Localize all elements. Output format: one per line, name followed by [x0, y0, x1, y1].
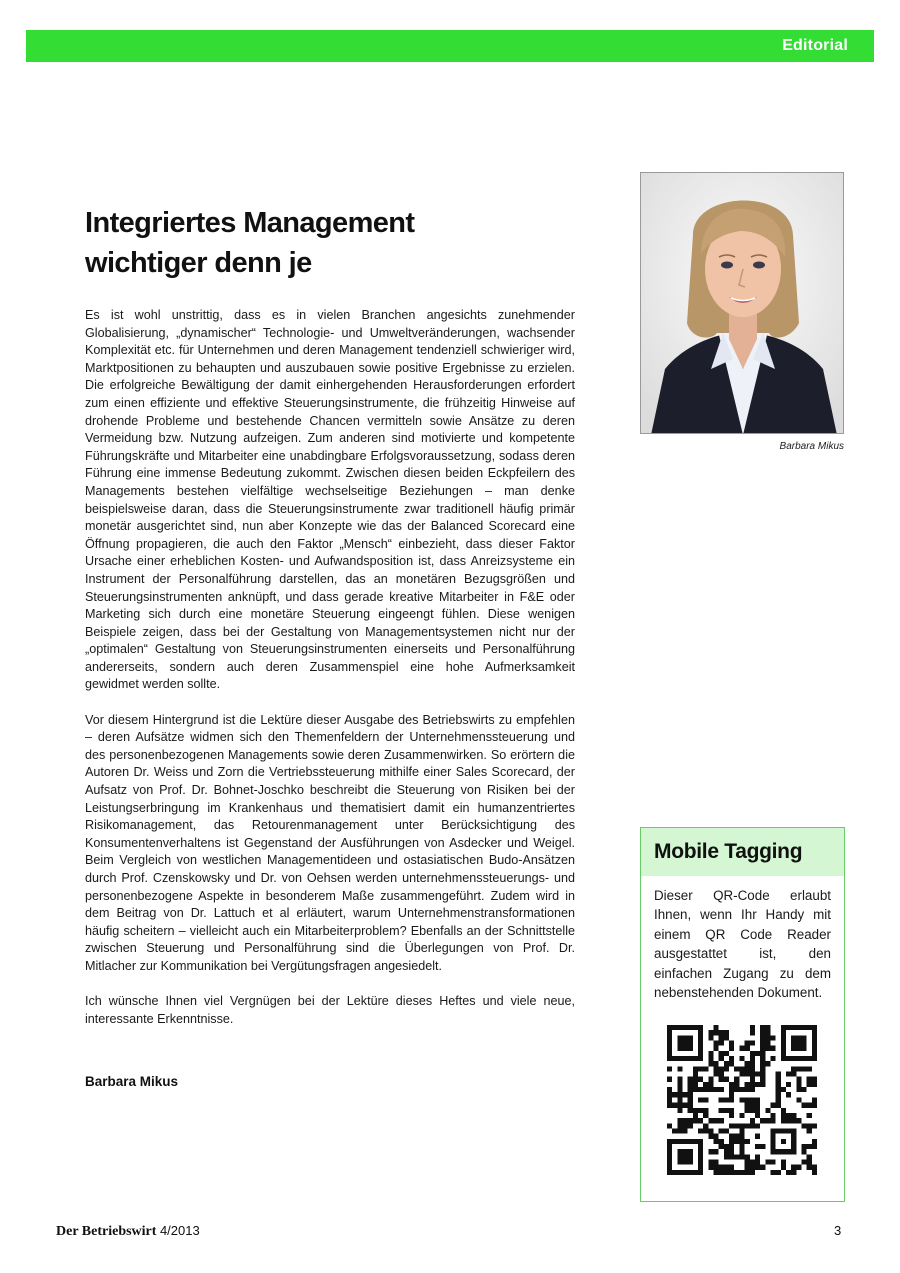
article-paragraph-1: Es ist wohl unstrittig, dass es in vielen Branchen angesichts zunehmender Globalisierung, „dynamischer“ Technologie- und Umweltveränderungen, wachsender Komplexität etc. für Unternehmen und deren Management tendenziell schwieriger wird, Marktpositionen zu behaupten und auszubauen sowie positive Ergebnisse zu erzielen. Die erfolgreiche Bewältigung der damit einhergehenden Herausforderungen erfordert zum einen effiziente und effektive Steuerungsinstrumente, die frühzeitig Hinweise auf drohende Probleme und bestehende Chancen vermitteln sowie Ansätze zu deren Vermeidung bzw. Nutzung aufzeigen. Zum anderen sind motivierte und kompetente Führungskräfte und Mitarbeiter eine unabdingbare Erfolgsvoraussetzung, sodass deren Führung eine immense Bedeutung zukommt. Zwischen diesen beiden Eckpfeilern des Managements bestehen vielfältige wechselseitige Beziehungen – man denke beispielsweise daran, dass die Steuerungsinstrumente zwar traditionell häufig primär monetär ausgerichtet sind, nun aber Konzepte wie das der Balanced Scorecard eine Öffnung propagieren, die auch den Faktor „Mensch“ einbezieht, dass dieser Faktor Ursache einer erheblichen Kosten- und Aufwandsposition ist, dass Anreizsysteme ein Instrument der Personalführung darstellen, das an monetären Bezugsgrößen und Steuerungsinstrumenten anknüpft, und dass gerade kreative Mitarbeiter in F&E oder Marketing sich durch eine monetäre Steuerung eingeengt fühlen. Diese wenigen Beispiele zeigen, dass bei der Gestaltung von Managementsystemen nicht nur der „optimalen“ Gestaltung von Steuerungsinstrumenten einerseits und Personalführung andererseits, sondern auch deren Zusammenspiel eine hohe Aufmerksamkeit gewidmet werden sollte. — [85, 308, 575, 692]
portrait-illustration — [641, 173, 844, 434]
portrait-caption: Barbara Mikus — [779, 441, 844, 452]
section-label: Editorial — [782, 37, 848, 54]
mobile-tagging-heading: Mobile Tagging — [641, 828, 844, 876]
footer-issue: 4/2013 — [159, 1223, 200, 1238]
mobile-tagging-text: Dieser QR-Code erlaubt Ihnen, wenn Ihr Handy mit einem QR Code Reader ausgestattet ist, den einfachen Zugang zu dem nebenstehenden Dokument. — [654, 888, 831, 1001]
article-body — [85, 307, 575, 1046]
article-paragraph-3: Ich wünsche Ihnen viel Vergnügen bei der Lektüre dieses Heftes und viele neue, interessante Erkenntnisse. — [85, 994, 575, 1026]
author-signature: Barbara Mikus — [85, 1074, 179, 1089]
article-title-line-2: wichtiger denn je — [85, 247, 312, 279]
article-title — [85, 203, 585, 283]
article-paragraph-2: Vor diesem Hintergrund ist die Lektüre dieser Ausgabe des Betriebswirts zu empfehlen – deren Aufsätze widmen sich den Themenfeldern der Unternehmenssteuerung und des personenbezogenen Managements sowie deren Zusammenwirken. So erörtern die Autoren Dr. Weiss und Zorn die Vertriebssteuerung mithilfe einer Sales Scorecard, der Aufsatz von Prof. Dr. Bohnet-Joschko beschreibt die Steuerung von Risiken bei der Leistungserbringung im Krankenhaus und thematisiert damit ein humanzentriertes Risikomanagement, das Retourenmanagement unter Berücksichtigung des Konsumentenverhaltens ist Gegenstand der Ausführungen von Asdecker und Weigel. Beim Vergleich von westlichen Managementideen und ostasiatischen Budo-Ansätzen durch Prof. Czenskowsky und Dr. von Oehsen werden unternehmenssteuerungs- und personenbezogene Aspekte in besonderem Maße zusammengeführt. Zudem wird in dem Beitrag von Dr. Lattuch et al erläutert, warum Unternehmenstransformationen häufig scheitern – vielleicht auch ein Mitarbeiterproblem? Ebenfalls an der Schnittstelle zwischen Steuerung und Personalführung sind die Überlegungen von Prof. Dr. Mitlacher zur Kommunikation bei Vergütungsfragen angesiedelt. — [85, 712, 575, 973]
section-header-band — [26, 30, 874, 62]
author-portrait — [640, 172, 844, 434]
article-title-line-1: Integriertes Management — [85, 207, 415, 239]
qr-code-icon[interactable] — [667, 1025, 817, 1175]
mobile-tagging-box — [640, 827, 845, 1202]
page-number: 3 — [834, 1223, 842, 1238]
footer-publication-name: Der Betriebswirt — [56, 1224, 157, 1239]
footer-publication — [56, 1223, 200, 1240]
